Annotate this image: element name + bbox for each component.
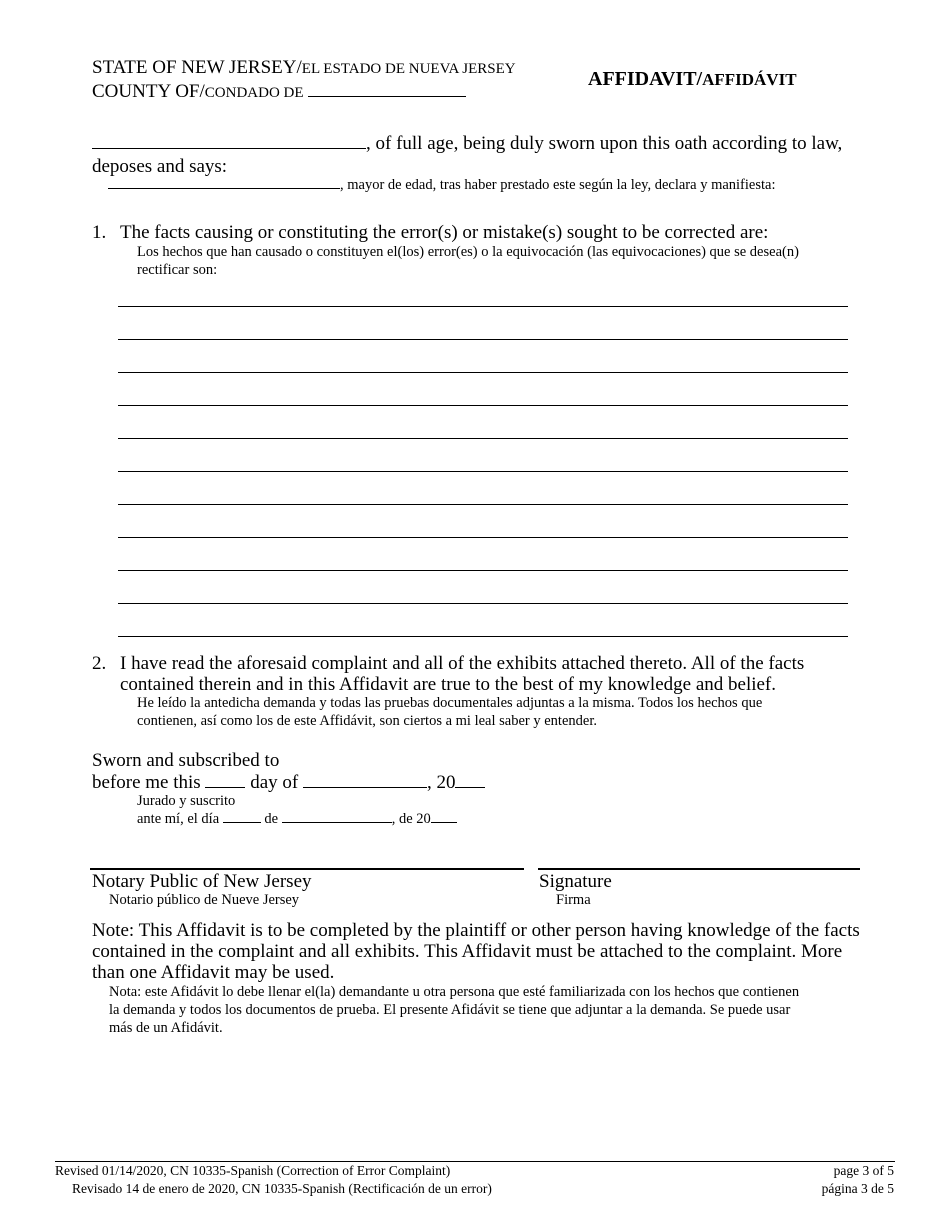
sworn-before-en: before me this <box>92 772 201 793</box>
county-label-en: COUNTY OF/ <box>92 81 205 102</box>
answer-line[interactable] <box>118 504 848 505</box>
notary-signature-line[interactable] <box>90 868 524 870</box>
notary-label-en: Notary Public of New Jersey <box>92 871 312 892</box>
item2-line2-en: contained therein and in this Affidavit are true to the best of my knowledge and belief. <box>120 674 777 695</box>
signature-label-en: Signature <box>539 871 612 892</box>
item1-text-en: The facts causing or constituting the error(s) or mistake(s) sought to be corrected are: <box>120 222 769 243</box>
item2-number: 2. <box>92 653 107 674</box>
affiant-name-blank-es[interactable] <box>108 187 340 189</box>
footer-rule <box>55 1161 895 1162</box>
footer-page-es: página 3 de 5 <box>821 1181 894 1196</box>
sworn-before-es: ante mí, el día <box>137 811 220 827</box>
sworn-de-es: de <box>264 811 279 827</box>
state-label-es: EL ESTADO DE NUEVA JERSEY <box>301 61 516 77</box>
sworn-year-blank-es[interactable] <box>431 821 457 823</box>
note-line1-en: Note: This Affidavit is to be completed by the plaintiff or other person having knowledge of the facts <box>92 920 860 941</box>
item2-line2-es: contienen, así como los de este Affidávit, son ciertos a mi leal saber y entender. <box>137 713 597 729</box>
intro-text-en: , of full age, being duly sworn upon this oath according to law, <box>366 133 843 154</box>
answer-line[interactable] <box>118 603 848 604</box>
affiant-line <box>92 133 842 155</box>
county-blank[interactable] <box>308 95 466 97</box>
item2-line1-en: I have read the aforesaid complaint and all of the exhibits attached thereto. All of the facts <box>120 653 805 674</box>
sworn-day-blank[interactable] <box>205 786 245 788</box>
signature-label-es: Firma <box>556 892 591 908</box>
affiant-signature-line[interactable] <box>538 868 860 870</box>
note-line3-en: than one Affidavit may be used. <box>92 962 335 983</box>
county-label-es: CONDADO DE <box>204 85 304 101</box>
answer-line[interactable] <box>118 537 848 538</box>
item1-text-es: Los hechos que han causado o constituyen el(los) error(es) o la equivocación (las equivocaciones) que se desea(n) rectificar son: <box>137 244 799 278</box>
answer-line[interactable] <box>118 636 848 637</box>
sworn-line2-en <box>92 772 485 794</box>
item2-line1-es: He leído la antedicha demanda y todas las pruebas documentales adjuntas a la misma. Todos los hechos que <box>137 695 763 711</box>
sworn-line2-es <box>137 811 457 828</box>
county-line <box>92 81 466 103</box>
note-line2-en: contained in the complaint and all exhibits. This Affidavit must be attached to the complaint. More <box>92 941 843 962</box>
sworn-year-label-es: , de 20 <box>391 811 431 827</box>
sworn-day-label-en: day of <box>250 772 299 793</box>
sworn-year-label-en: , 20 <box>426 772 456 793</box>
state-label-en: STATE OF NEW JERSEY/ <box>92 57 302 78</box>
sworn-line1-en: Sworn and subscribed to <box>92 750 280 771</box>
notary-label-es: Notario público de Nueve Jersey <box>109 892 300 908</box>
sworn-year-blank[interactable] <box>455 786 485 788</box>
footer-revised-es: Revisado 14 de enero de 2020, CN 10335-Spanish (Rectificación de un error) <box>72 1181 492 1196</box>
answer-line[interactable] <box>118 372 848 373</box>
answer-line[interactable] <box>118 438 848 439</box>
sworn-day-blank-es[interactable] <box>223 821 261 823</box>
answer-line[interactable] <box>118 339 848 340</box>
state-line <box>92 57 516 79</box>
sworn-month-blank[interactable] <box>303 786 427 788</box>
sworn-month-blank-es[interactable] <box>282 821 392 823</box>
note-line1-es: Nota: este Afidávit lo debe llenar el(la) demandante u otra persona que esté familiarizada con los hechos que contienen <box>109 984 800 1000</box>
answer-line[interactable] <box>118 306 848 307</box>
answer-line[interactable] <box>118 570 848 571</box>
affiant-name-blank[interactable] <box>92 147 366 149</box>
footer-revised-en: Revised 01/14/2020, CN 10335-Spanish (Correction of Error Complaint) <box>55 1163 451 1178</box>
form-title <box>588 68 797 91</box>
title-es: AFFIDÁVIT <box>702 70 797 89</box>
intro-line2-en: deposes and says: <box>92 156 228 177</box>
item1-number: 1. <box>92 222 107 243</box>
note-line3-es: más de un Afidávit. <box>109 1020 223 1036</box>
footer-page-en: page 3 of 5 <box>833 1163 894 1178</box>
answer-line[interactable] <box>118 405 848 406</box>
intro-text-es: , mayor de edad, tras haber prestado este según la ley, declara y manifiesta: <box>340 177 776 193</box>
title-en: AFFIDAVIT/ <box>588 68 703 90</box>
note-line2-es: la demanda y todos los documentos de prueba. El presente Afidávit se tiene que adjuntar a la demanda. Se puede usar <box>109 1002 791 1018</box>
affiant-line-es <box>108 177 776 194</box>
answer-line[interactable] <box>118 471 848 472</box>
sworn-line1-es: Jurado y suscrito <box>137 793 236 809</box>
